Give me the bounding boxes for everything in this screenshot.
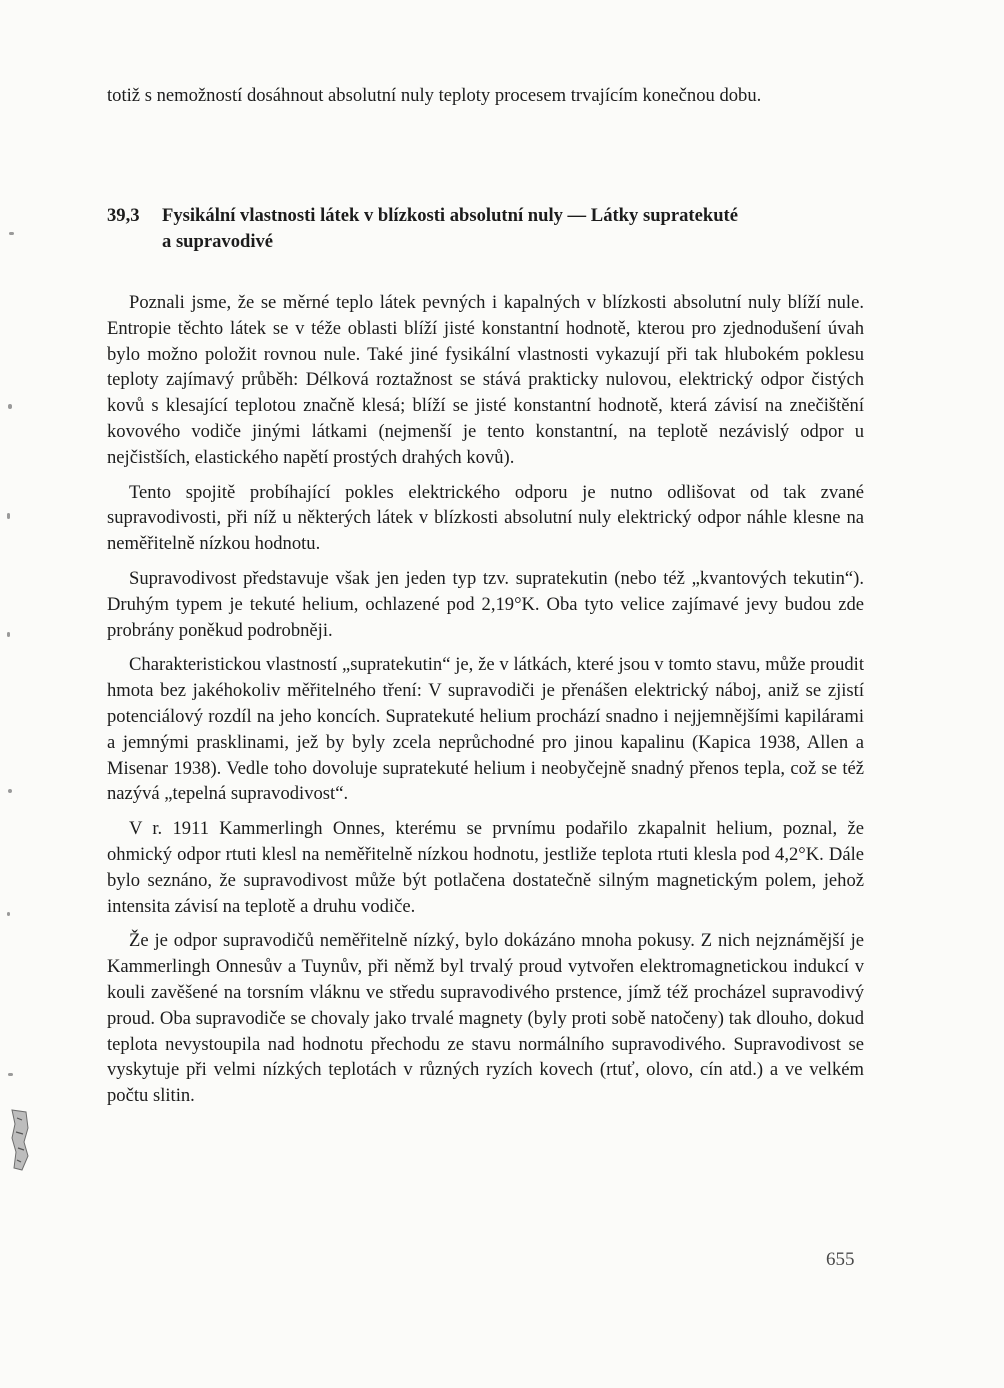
paragraph: Poznali jsme, že se měrné teplo látek pevných i kapalných v blízkosti absolutní nuly blíží nule. Entropie těchto látek se v téže oblasti blíží jisté konstantní hodnotě, kterou pro zjednodušení úvah bylo možno položit rovnou nule. Také jiné fysikální vlastnosti vykazují při tak hlubokém poklesu teploty zajímavý průběh: Délková roztažnost se stává prakticky nulovou, elektrický odpor čistých kovů s klesající teplotou značně klesá; blíží se jisté konstantní hodnotě, která závisí na znečištění kovového vodiče jinými látkami (nejmenší je tento konstantní, na teplotě nezávislý odpor u nejčistších, elastického napětí prostých drahých kovů). xyxy=(107,292,864,468)
paragraph: Že je odpor supravodičů neměřitelně nízký, bylo dokázáno mnoha pokusy. Z nich nejznámější je Kammerlingh Onnesův a Tuynův, při němž byl trvalý proud vytvořen elektromagnetickou indukcí v kouli zavěšené na torsním vláknu ve středu supravodivého prstence, jímž též procházel supravodivý proud. Oba supravodiče se chovaly jako trvalé magnety (byly proti sobě natočeny) tak dlouho, dokud teplota nevystoupila nad hodnotu přechodu ze stavu normálního supravodivého. Supravodivost se vyskytuje při velmi nízkých teplotách v různých ryzích kovech (rtuť, olovo, cín atd.) a ve velkém počtu slitin. xyxy=(107,930,864,1107)
scan-speck xyxy=(7,912,10,916)
paragraph: Supravodivost představuje však jen jeden typ tzv. supratekutin (nebo též „kvantových tekutin“). Druhým typem je tekuté helium, ochlazené pod 2,19°K. Oba tyto velice zajímavé jevy budou zde probrány poněkud podrobněji. xyxy=(107,567,864,641)
binding-mark-icon xyxy=(6,1108,32,1172)
continuation-text: totiž s nemožností dosáhnout absolutní nuly teploty procesem trvajícím konečnou dobu. xyxy=(107,85,762,106)
body-text xyxy=(107,290,864,1118)
scan-speck xyxy=(8,789,12,793)
section-number: 39,3 xyxy=(107,205,140,226)
scan-speck xyxy=(8,1073,13,1076)
page-number: 655 xyxy=(826,1249,855,1270)
section-heading xyxy=(107,203,864,255)
section-title-line1: Fysikální vlastnosti látek v blízkosti absolutní nuly — Látky supratekuté xyxy=(162,205,739,226)
paragraph: Tento spojitě probíhající pokles elektrického odporu je nutno odlišovat od tak zvané supravodivosti, při níž u některých látek v blízkosti absolutní nuly elektrický odpor náhle klesne na neměřitelně nízkou hodnotu. xyxy=(107,481,864,555)
scan-speck xyxy=(8,404,12,409)
paragraph: V r. 1911 Kammerlingh Onnes, kterému se prvnímu podařilo zkapalnit helium, poznal, že ohmický odpor rtuti klesl na neměřitelně nízkou hodnotu, jestliže teplota rtuti klesla pod 4,2°K. Dále bylo seznáno, že supravodivost může být potlačena dostatečně silným magnetickým polem, jehož intensita závisí na teplotě a druhu vodiče. xyxy=(107,818,864,917)
section-title-line2: a supravodivé xyxy=(162,231,274,252)
scan-speck xyxy=(7,513,10,519)
scan-speck xyxy=(7,632,10,637)
paragraph: Charakteristickou vlastností „supratekutin“ je, že v látkách, které jsou v tomto stavu, může proudit hmota bez jakéhokoliv měřitelného tření: V supravodiči je přenášen elektrický náboj, aniž se zjistí potenciálový rozdíl na jeho koncích. Supratekuté helium prochází snadno i nejjemnějšími kapilárami a jemnými prasklinami, jež by byly zcela neprůchodné pro jinou kapalinu (Kapica 1938, Allen a Misenar 1938). Vedle toho dovoluje supratekuté helium i neobyčejně snadný přenos tepla, což se též nazývá „tepelná supravodivost“. xyxy=(107,654,864,805)
scan-speck xyxy=(9,232,14,235)
